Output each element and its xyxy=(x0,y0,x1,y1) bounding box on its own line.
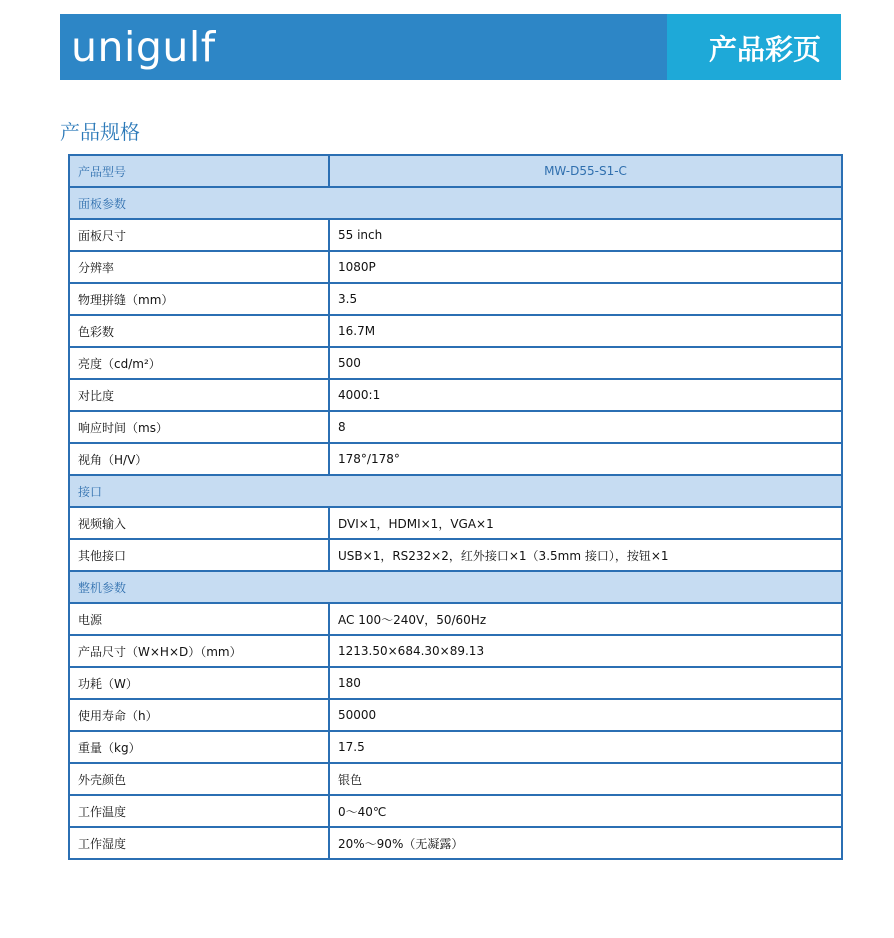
spec-value: 20%～90%（无凝露） xyxy=(329,827,842,859)
table-row xyxy=(69,315,842,347)
spec-value: 180 xyxy=(329,667,842,699)
spec-value: 0～40℃ xyxy=(329,795,842,827)
brand-logo: unigulf xyxy=(71,23,216,71)
group-header-row xyxy=(69,187,842,219)
spec-value: 178°/178° xyxy=(329,443,842,475)
group-title: 接口 xyxy=(69,475,842,507)
model-label: 产品型号 xyxy=(69,155,329,187)
spec-label: 重量（kg） xyxy=(69,731,329,763)
spec-label: 使用寿命（h） xyxy=(69,699,329,731)
spec-value: AC 100～240V，50/60Hz xyxy=(329,603,842,635)
spec-label: 外壳颜色 xyxy=(69,763,329,795)
spec-label: 视频输入 xyxy=(69,507,329,539)
header-banner xyxy=(60,14,841,80)
table-row xyxy=(69,507,842,539)
spec-value: 3.5 xyxy=(329,283,842,315)
table-row xyxy=(69,251,842,283)
spec-label: 对比度 xyxy=(69,379,329,411)
model-value: MW-D55-S1-C xyxy=(329,155,842,187)
spec-value: DVI×1，HDMI×1，VGA×1 xyxy=(329,507,842,539)
spec-label: 物理拼缝（mm） xyxy=(69,283,329,315)
table-row xyxy=(69,699,842,731)
table-row xyxy=(69,795,842,827)
table-row xyxy=(69,347,842,379)
spec-label: 产品尺寸（W×H×D）（mm） xyxy=(69,635,329,667)
spec-label: 视角（H/V） xyxy=(69,443,329,475)
table-row xyxy=(69,667,842,699)
spec-label: 其他接口 xyxy=(69,539,329,571)
table-row xyxy=(69,763,842,795)
spec-value: 50000 xyxy=(329,699,842,731)
spec-value: 4000:1 xyxy=(329,379,842,411)
banner-title: 产品彩页 xyxy=(708,33,821,66)
spec-value: 1213.50×684.30×89.13 xyxy=(329,635,842,667)
spec-label: 面板尺寸 xyxy=(69,219,329,251)
spec-label: 功耗（W） xyxy=(69,667,329,699)
table-row xyxy=(69,411,842,443)
spec-value: 16.7M xyxy=(329,315,842,347)
spec-table xyxy=(68,154,843,860)
spec-value: 8 xyxy=(329,411,842,443)
table-row xyxy=(69,827,842,859)
table-row xyxy=(69,731,842,763)
table-row xyxy=(69,603,842,635)
section-title: 产品规格 xyxy=(60,120,140,144)
group-header-row xyxy=(69,475,842,507)
spec-label: 色彩数 xyxy=(69,315,329,347)
group-header-row xyxy=(69,571,842,603)
group-title: 面板参数 xyxy=(69,187,842,219)
table-row xyxy=(69,379,842,411)
table-header-row xyxy=(69,155,842,187)
spec-label: 响应时间（ms） xyxy=(69,411,329,443)
spec-value: 银色 xyxy=(329,763,842,795)
spec-value: 55 inch xyxy=(329,219,842,251)
spec-value: 500 xyxy=(329,347,842,379)
table-row xyxy=(69,443,842,475)
spec-value: 17.5 xyxy=(329,731,842,763)
table-row xyxy=(69,283,842,315)
spec-label: 工作温度 xyxy=(69,795,329,827)
table-row xyxy=(69,539,842,571)
table-row xyxy=(69,635,842,667)
spec-label: 分辨率 xyxy=(69,251,329,283)
table-row xyxy=(69,219,842,251)
spec-label: 亮度（cd/m²） xyxy=(69,347,329,379)
group-title: 整机参数 xyxy=(69,571,842,603)
spec-value: USB×1，RS232×2，红外接口×1（3.5mm 接口），按钮×1 xyxy=(329,539,842,571)
spec-label: 电源 xyxy=(69,603,329,635)
spec-label: 工作湿度 xyxy=(69,827,329,859)
spec-value: 1080P xyxy=(329,251,842,283)
